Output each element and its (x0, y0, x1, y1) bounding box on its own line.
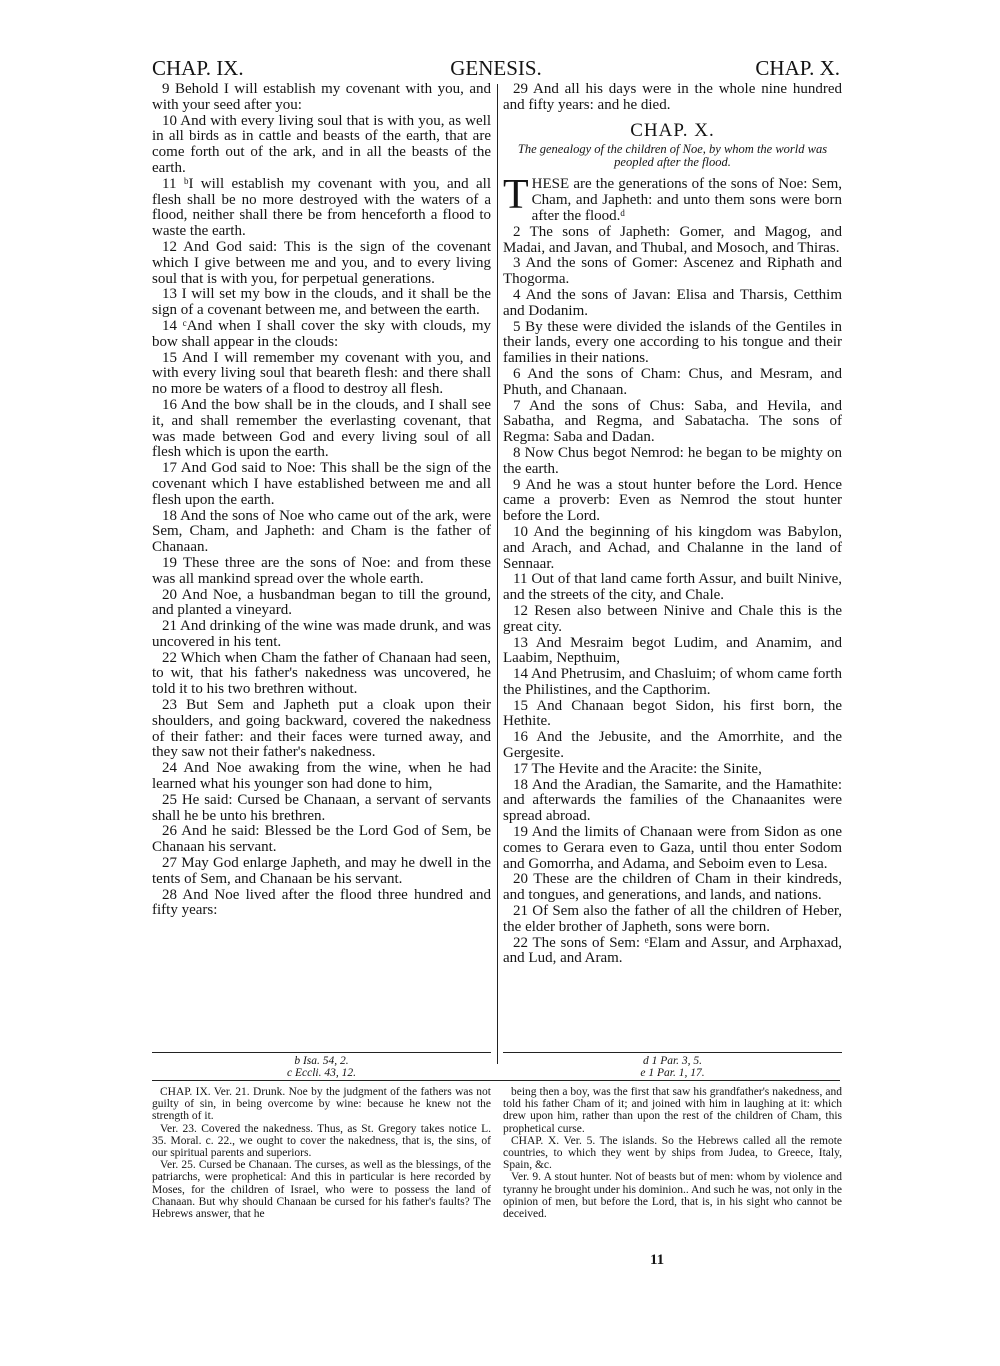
footnote: Ver. 9. A stout hunter. Not of beasts but of men: whom by violence and tyranny he brought under his dominion.. And such he was, not only in the opinion of men, but before the Lord, that is, in his sight who cannot be deceived. (503, 1171, 842, 1221)
verse: 12 And God said: This is the sign of the covenant which I give between me and you, and to every living soul that is with you, for perpetual generations. (152, 238, 491, 287)
verse: 16 And the bow shall be in the clouds, and I shall see it, and shall remember the everlasting covenant, that was made between God and every living soul of all flesh which is upon the earth. (152, 396, 491, 461)
verse: 11 Out of that land came forth Assur, and built Ninive, and the streets of the city, and Chale. (503, 571, 842, 604)
footnote: being then a boy, was the first that saw his grandfather's nakedness, and told his father Cham of it; and joined with him in laughing at it: which drew upon him, rather than upon the rest of the children of Cham, this prophetical curse. (503, 1086, 842, 1135)
running-head-chapter-left: CHAP. IX. (152, 56, 244, 80)
verse: 25 He said: Cursed be Chanaan, a servant of servants shall he be unto his brethren. (152, 791, 491, 824)
verse: 14 ᶜAnd when I shall cover the sky with clouds, my bow shall appear in the clouds: (152, 317, 491, 350)
verse: 22 Which when Cham the father of Chanaan had seen, to wit, that his father's nakedness was uncovered, he told it to his two brethren without. (152, 649, 491, 698)
verse: 3 And the sons of Gomer: Ascenez and Riphath and Thogorma. (503, 255, 842, 288)
verse: 17 The Hevite and the Aracite: the Sinite, (513, 760, 762, 777)
verse: 28 And Noe lived after the flood three hundred and fifty years: (152, 886, 491, 919)
verse: 29 And all his days were in the whole nine hundred and fifty years: and he died. (503, 81, 842, 113)
verse: 15 And I will remember my covenant with you, and with every living soul that beareth flesh: and there shall no more be waters of a flood to destroy all flesh. (152, 349, 491, 398)
cross-references-left (152, 1052, 491, 1079)
verse: 2 The sons of Japheth: Gomer, and Magog, and Madai, and Javan, and Thubal, and Mosoch, and Thiras. (503, 223, 842, 256)
cross-reference: c Eccli. 43, 12. (287, 1067, 356, 1079)
verse: 24 And Noe awaking from the wine, when he had learned what his younger son had done to him, (152, 760, 491, 793)
verse: 12 Resen also between Ninive and Chale this is the great city. (503, 602, 842, 635)
verse: 5 By these were divided the islands of the Gentiles in their lands, every one according to his tongue and their families in their nations. (503, 318, 842, 367)
verse: 4 And the sons of Javan: Elisa and Tharsis, Cetthim and Dodanim. (503, 286, 842, 319)
verse: 8 Now Chus begot Nemrod: he began to be mighty on the earth. (503, 444, 842, 477)
footnote: CHAP. IX. Ver. 21. Drunk. Noe by the judgment of the fathers was not guilty of sin, in being overcome by wine: because he knew not the strength of it. (152, 1086, 491, 1123)
verse: 20 These are the children of Cham in their kindreds, and tongues, and generations, and lands, and nations. (503, 871, 842, 904)
verse: 20 And Noe, a husbandman began to till the ground, and planted a vineyard. (152, 586, 491, 619)
verse-opening-text: HESE are the generations of the sons of Noe: Sem, Cham, and Japheth: and unto them sons were born after the flood.ᵈ (531, 176, 842, 224)
chapter-summary: The genealogy of the children of Noe, by whom the world was peopled after the flood. (517, 142, 828, 170)
verse: 13 I will set my bow in the clouds, and it shall be the sign of a covenant between me, and between the earth. (152, 286, 491, 319)
verse: 19 These three are the sons of Noe: and from these was all mankind spread over the whole earth. (152, 554, 491, 587)
footnote: Ver. 25. Cursed be Chanaan. The curses, as well as the blessings, of the patriarchs, were prophetical: And this in particular is here recorded by Moses, for the children of Israel, who were to possess the land of Chanaan. But why should Chanaan be cursed for his father's faults? The Hebrews answer, that he (152, 1159, 491, 1221)
running-head (152, 56, 840, 82)
left-text-column (152, 82, 491, 919)
chapter-heading: CHAP. X. (630, 119, 715, 141)
verse: 9 Behold I will establish my covenant with you, and with your seed after you: (152, 81, 491, 113)
cross-references-right (503, 1052, 842, 1079)
verse: 15 And Chanaan begot Sidon, his first born, the Hethite. (503, 697, 842, 730)
footnote: CHAP. X. Ver. 5. The islands. So the Hebrews called all the remote countries, to which they went by ships from Judea, to Greece, Italy, Spain, &c. (503, 1134, 842, 1172)
verse: 7 And the sons of Chus: Saba, and Hevila, and Sabatha, and Regma, and Sabatacha. The sons of Regma: Saba and Dadan. (503, 397, 842, 446)
verse: 18 And the sons of Noe who came out of the ark, were Sem, Cham, and Japheth: and Cham is the father of Chanaan. (152, 507, 491, 556)
running-head-book-title: GENESIS. (450, 56, 542, 80)
verse: 27 May God enlarge Japheth, and may he dwell in the tents of Sem, and Chanaan be his servant. (152, 855, 491, 887)
right-text-column (503, 82, 842, 967)
verse-opening (503, 172, 842, 224)
verse: 9 And he was a stout hunter before the Lord. Hence came a proverb: Even as Nemrod the stout hunter before the Lord. (503, 476, 842, 525)
verse: 16 And the Jebusite, and the Amorrhite, and the Gergesite. (503, 729, 842, 762)
footnotes-right (503, 1086, 842, 1220)
cross-reference: d 1 Par. 3, 5. (642, 1055, 703, 1067)
verse: 17 And God said to Noe: This shall be the sign of the covenant which I have established between me and all flesh upon the earth. (152, 460, 491, 508)
footnote: Ver. 23. Covered the nakedness. Thus, as St. Gregory takes notice L. 35. Moral. c. 22., we ought to cover the nakedness, that is, the sins, of our spiritual parents and superiors. (152, 1122, 491, 1160)
column-divider (497, 84, 498, 1064)
verse: 26 And he said: Blessed be the Lord God of Sem, be Chanaan his servant. (152, 823, 491, 856)
running-head-chapter-right: CHAP. X. (755, 56, 840, 80)
verse: 13 And Mesraim begot Ludim, and Anamim, and Laabim, Nepthuim, (503, 634, 842, 667)
verse: 21 Of Sem also the father of all the children of Heber, the elder brother of Japheth, sons were born. (503, 903, 842, 935)
verse: 18 And the Aradian, the Samarite, and the Hamathite: and afterwards the families of the Chanaanites were spread abroad. (503, 776, 842, 825)
drop-cap-initial: T (503, 172, 529, 219)
verse: 19 And the limits of Chanaan were from Sidon as one comes to Gerara even to Gaza, until thou enter Sodom and Gomorrha, and Adama, and Seboim even to Lesa. (503, 824, 842, 872)
cross-reference: b Isa. 54, 2. (294, 1055, 349, 1067)
verse: 22 The sons of Sem: ᵉElam and Assur, and Arphaxad, and Lud, and Aram. (503, 934, 842, 967)
verse: 10 And the beginning of his kingdom was Babylon, and Arach, and Achad, and Chalanne in the land of Sennaar. (503, 523, 842, 572)
verse: 11 ᵇI will establish my covenant with you, and all flesh shall be no more destroyed with the waters of a flood, neither shall there be from henceforth a flood to waste the earth. (152, 175, 491, 240)
verse: 21 And drinking of the wine was made drunk, and was uncovered in his tent. (152, 618, 491, 650)
verse: 14 And Phetrusim, and Chasluim; of whom came forth the Philistines, and the Capthorim. (503, 666, 842, 698)
page-number: 11 (650, 1252, 665, 1268)
verse: 23 But Sem and Japheth put a cloak upon their shoulders, and going backward, covered the nakedness of their father: and their faces were turned away, and they saw not their father's nakedness. (152, 697, 491, 761)
footnote-divider (152, 1080, 840, 1081)
cross-reference: e 1 Par. 1, 17. (640, 1067, 705, 1079)
verse: 10 And with every living soul that is with you, as well in all birds as in cattle and beasts of the earth, that are come forth out of the ark, and in all the beasts of the earth. (152, 112, 491, 176)
footnotes-left (152, 1086, 491, 1220)
verse: 6 And the sons of Cham: Chus, and Mesram, and Phuth, and Chanaan. (503, 365, 842, 398)
